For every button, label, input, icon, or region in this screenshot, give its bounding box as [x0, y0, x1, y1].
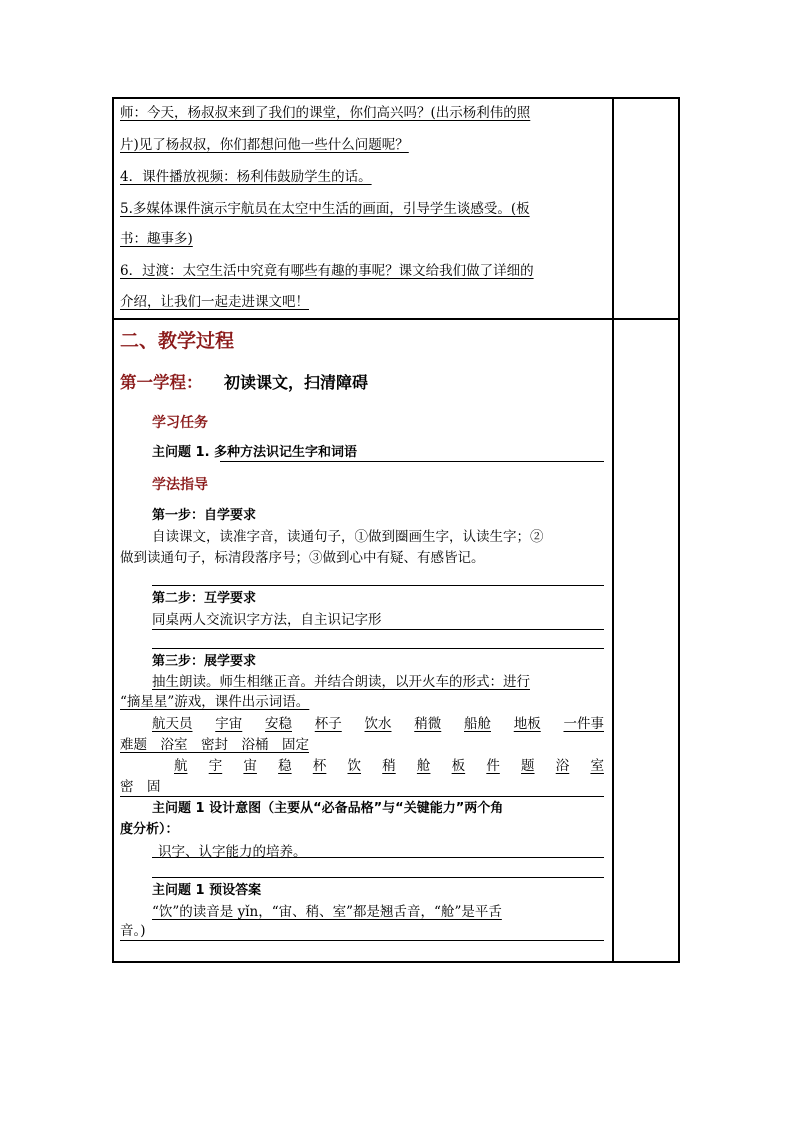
answer-line-1: “饮”的读音是 yǐn，“宙、稍、室”都是翘舌音，“舱”是平舌	[152, 904, 502, 920]
step3-line-2: “摘星星”游戏，课件出示词语。	[120, 694, 310, 710]
design-intent-text: 识字、认字能力的培养。	[158, 844, 307, 860]
step2-title: 第二步：互学要求	[152, 591, 257, 606]
char-item: 舱	[416, 758, 431, 774]
step3-title: 第三步：展学要求	[152, 654, 257, 669]
answer-rule	[152, 585, 604, 586]
stage-label: 第一学程：	[120, 373, 203, 392]
words-row-2: 难题 浴室 密封 浴桶 固定	[120, 737, 309, 753]
design-intent-title: 主问题 1 设计意图（主要从“必备品格”与“关键能力”两个角	[152, 801, 504, 816]
char-item: 室	[590, 758, 604, 774]
section-title: 二、教学过程	[120, 330, 235, 352]
char-item: 稳	[278, 758, 292, 774]
task-heading: 学习任务	[152, 415, 208, 431]
intro-line-3: 4．课件播放视频：杨利伟鼓励学生的话。	[120, 169, 372, 185]
intro-line-1: 师：今天，杨叔叔来到了我们的课堂，你们高兴吗？(出示杨利伟的照	[120, 105, 531, 121]
char-item: 件	[486, 758, 500, 774]
chars-row-1	[174, 757, 604, 775]
words-row-1	[152, 715, 604, 733]
intro-line-6: 6．过渡：太空生活中究竟有哪些有趣的事呢？课文给我们做了详细的	[120, 263, 534, 279]
char-item: 宙	[243, 758, 257, 774]
step1-title: 第一步：自学要求	[152, 508, 257, 523]
answer-line-2: 音。)	[120, 923, 146, 939]
char-item: 杯	[312, 758, 327, 774]
word-item: 宇宙	[215, 716, 243, 732]
step1-line-1: 自读课文，读准字音，读通句子，①做到圈画生字，认读生字；②	[152, 529, 544, 545]
char-item: 宇	[208, 758, 223, 774]
intro-line-5: 书：趣事多)	[120, 231, 193, 247]
word-item: 安稳	[265, 716, 292, 732]
row-divider	[114, 318, 678, 320]
intro-line-4: 5.多媒体课件演示宇航员在太空中生活的画面，引导学生谈感受。(板	[120, 201, 530, 217]
stage-text: 初读课文，扫清障碍	[224, 373, 369, 392]
intro-line-2: 片)见了杨叔叔，你们都想问他一些什么问题呢？	[120, 137, 409, 153]
answer-rule	[152, 648, 604, 649]
char-item: 题	[521, 758, 535, 774]
step3-line-1: 抽生朗读。师生相继正音。并结合朗读，以开火车的形式：进行	[152, 674, 530, 690]
word-item: 稍微	[414, 716, 442, 732]
column-divider	[612, 99, 614, 961]
answer-rule	[120, 940, 604, 941]
char-item: 饮	[347, 758, 362, 774]
chars-row-2: 密 固	[120, 779, 161, 795]
answer-rule	[152, 629, 604, 630]
answer-rule	[152, 857, 604, 858]
method-heading: 学法指导	[152, 477, 208, 493]
word-item: 船舱	[464, 716, 491, 732]
word-item: 航天员	[152, 716, 193, 732]
word-item: 杯子	[314, 716, 342, 732]
design-intent-title-cont: 度分析）：	[120, 822, 179, 837]
intro-line-7: 介绍，让我们一起走进课文吧！	[120, 294, 309, 310]
word-item: 地板	[513, 716, 541, 732]
step1-line-2: 做到读通句子，标清段落序号；③做到心中有疑、有感皆记。	[120, 550, 485, 566]
answer-title: 主问题 1 预设答案	[152, 883, 262, 898]
word-item: 一件事	[563, 716, 604, 732]
char-item: 稍	[382, 758, 396, 774]
underline-rule	[220, 461, 604, 462]
word-item: 饮水	[364, 716, 392, 732]
char-item: 板	[451, 758, 466, 774]
answer-rule	[120, 796, 604, 797]
main-question-1: 主问题 1. 多种方法识记生字和词语	[152, 445, 358, 460]
char-item: 航	[174, 758, 188, 774]
answer-rule	[152, 877, 604, 878]
char-item: 浴	[555, 758, 570, 774]
step2-line-1: 同桌两人交流识字方法，自主识记字形	[152, 612, 382, 628]
